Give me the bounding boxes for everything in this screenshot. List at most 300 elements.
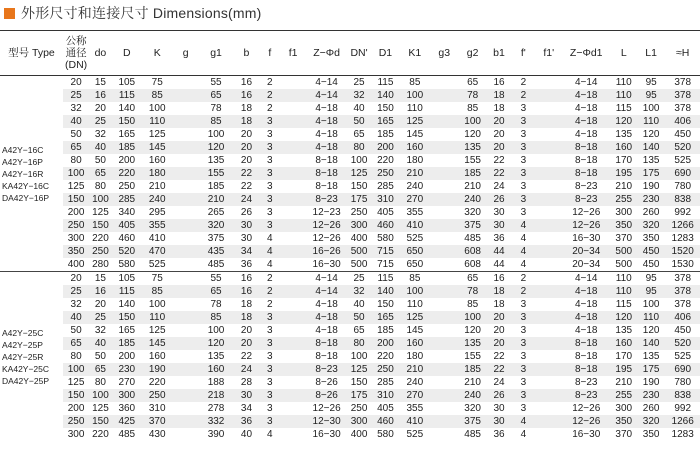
cell-f1: [280, 389, 306, 402]
cell-b: 34: [233, 245, 259, 258]
header-l: L: [611, 31, 637, 76]
cell-g2: 485: [464, 429, 481, 440]
cell-g1: 85: [199, 311, 233, 324]
cell-f-prime: 3: [520, 403, 527, 414]
cell-k: 180: [142, 167, 172, 180]
cell-f1: [280, 128, 306, 141]
cell-l: 300: [615, 207, 633, 218]
cell-b1: 20: [487, 337, 511, 350]
cell-b1: 20: [493, 129, 505, 140]
cell-d: 250: [118, 181, 136, 192]
cell-f1-prime: [536, 167, 562, 180]
cell-dn: 250: [63, 219, 89, 232]
cell-g: [172, 350, 198, 363]
cell-l: 195: [611, 167, 637, 180]
cell-d1: 310: [371, 193, 399, 206]
cell-do: 125: [92, 207, 109, 218]
cell-g3: [430, 376, 458, 389]
cell-b1: 20: [487, 115, 511, 128]
cell-b1: 44: [487, 245, 511, 258]
cell-do: 100: [89, 389, 111, 402]
cell-g3: [430, 272, 458, 286]
cell-b1: 18: [493, 103, 505, 114]
cell-d: 200: [118, 351, 136, 362]
cell-l: 500: [611, 245, 637, 258]
cell-l1: 175: [637, 167, 665, 180]
cell-g: [172, 363, 198, 376]
cell-l1: 350: [642, 429, 660, 440]
table-row: [0, 415, 700, 428]
table-row: [0, 258, 700, 272]
cell-f1: [280, 363, 306, 376]
cell-dn: 25: [63, 89, 89, 102]
cell-f: 2: [260, 89, 280, 102]
cell-z-phi-d: 8−18: [306, 167, 347, 180]
cell-b: 16: [233, 285, 259, 298]
cell-g2: 135: [458, 141, 486, 154]
cell-g: [172, 337, 198, 350]
cell-dn: 25: [63, 285, 89, 298]
cell-d: 150: [112, 311, 142, 324]
cell-f-prime: 3: [520, 377, 527, 388]
cell-l: 170: [615, 351, 633, 362]
cell-f-prime: 3: [511, 141, 535, 154]
cell-f: 4: [267, 233, 273, 244]
cell-do: 20: [94, 103, 106, 114]
cell-l: 110: [611, 272, 637, 286]
cell-g1: 210: [199, 193, 233, 206]
cell-f1-prime: [536, 402, 562, 415]
model-type-label: KA42Y−25C: [2, 363, 50, 374]
table-row: [0, 324, 700, 337]
cell-g1: 390: [207, 429, 225, 440]
header-dn: 公称 通径 (DN): [63, 31, 89, 76]
cell-k: 85: [142, 285, 172, 298]
cell-g: [172, 141, 198, 154]
cell-b: 20: [240, 325, 253, 336]
cell-g1: 78: [210, 103, 222, 114]
table-row: [0, 402, 700, 415]
cell-b: 18: [233, 115, 259, 128]
cell-f: 3: [267, 207, 273, 218]
cell-h: 378: [665, 76, 700, 90]
cell-f1-prime: [536, 285, 562, 298]
cell-h: 525: [674, 351, 692, 362]
table-row: [0, 89, 700, 102]
cell-z-phi-d: 8−23: [306, 193, 347, 206]
cell-k1: 145: [406, 129, 424, 140]
model-type-label: KA42Y−16C: [2, 180, 50, 191]
cell-d1: 185: [377, 129, 394, 140]
cell-z-phi-d: 4−14: [306, 89, 347, 102]
cell-f1: [280, 232, 306, 245]
cell-h: 525: [674, 155, 692, 166]
cell-h: 838: [665, 389, 700, 402]
cell-d: 115: [112, 285, 142, 298]
cell-l1: 175: [637, 363, 665, 376]
cell-g3: [430, 154, 458, 167]
cell-g2: 65: [458, 76, 486, 90]
cell-b1: 36: [493, 429, 505, 440]
cell-f: 2: [260, 272, 280, 286]
cell-g1: 120: [199, 337, 233, 350]
header-f: f: [260, 31, 280, 76]
cell-g: [172, 376, 198, 389]
cell-k: 160: [148, 351, 166, 362]
cell-f-prime: 2: [511, 89, 535, 102]
cell-z-phi-d1: 8−18: [574, 351, 598, 362]
cell-g2: 210: [464, 377, 481, 388]
cell-dn-prime: 125: [347, 363, 371, 376]
cell-k1: 180: [406, 351, 424, 362]
cell-f1-prime: [536, 89, 562, 102]
cell-k: 145: [142, 337, 172, 350]
cell-g2: 240: [458, 193, 486, 206]
cell-dn: 125: [67, 181, 85, 192]
cell-f1: [280, 428, 306, 441]
cell-f-prime: 3: [511, 115, 535, 128]
table-header-row: [0, 31, 700, 76]
cell-f-prime: 3: [520, 325, 527, 336]
cell-b1: 16: [487, 272, 511, 286]
cell-b1: 30: [493, 207, 505, 218]
cell-g2: 120: [464, 129, 481, 140]
cell-b: 20: [233, 141, 259, 154]
cell-f1: [280, 376, 306, 389]
cell-dn-prime: 65: [353, 325, 365, 336]
cell-k1: 85: [400, 272, 430, 286]
cell-d: 360: [118, 403, 136, 414]
cell-k: 210: [148, 181, 166, 192]
cell-d: 105: [112, 76, 142, 90]
cell-g1: 435: [199, 245, 233, 258]
cell-dn-prime: 40: [353, 103, 365, 114]
cell-dn: 50: [70, 129, 82, 140]
cell-l1: 120: [642, 325, 660, 336]
cell-b1: 30: [487, 415, 511, 428]
section-title: [4, 2, 261, 24]
cell-b: 18: [240, 103, 253, 114]
cell-f1-prime: [536, 311, 562, 324]
cell-k: 100: [148, 103, 166, 114]
cell-z-phi-d: 12−30: [306, 415, 347, 428]
cell-f1: [280, 337, 306, 350]
cell-g: [172, 115, 198, 128]
cell-l1: 260: [642, 403, 660, 414]
cell-l1: 135: [642, 155, 660, 166]
cell-d1: 285: [377, 377, 394, 388]
cell-dn: 400: [67, 259, 85, 270]
cell-f: 3: [267, 403, 273, 414]
cell-g3: [430, 311, 458, 324]
table-row: [0, 219, 700, 232]
cell-g2: 375: [458, 219, 486, 232]
cell-k: 220: [148, 377, 166, 388]
cell-dn: 80: [70, 155, 82, 166]
table-row: [0, 128, 700, 141]
cell-z-phi-d1: 12−26: [562, 219, 611, 232]
cell-f1: [280, 298, 306, 311]
table-row: [0, 272, 700, 286]
header-g2: g2: [458, 31, 486, 76]
table-row: [0, 245, 700, 258]
cell-d: 340: [118, 207, 136, 218]
cell-l: 210: [615, 181, 633, 192]
cell-k: 355: [142, 219, 172, 232]
cell-l1: 350: [642, 233, 660, 244]
cell-f-prime: 3: [520, 155, 527, 166]
cell-g2: 185: [458, 167, 486, 180]
cell-f1-prime: [536, 219, 562, 232]
cell-dn-prime: 100: [350, 155, 368, 166]
cell-dn: 32: [70, 299, 82, 310]
cell-d1: 250: [371, 363, 399, 376]
cell-l: 370: [615, 429, 633, 440]
cell-dn: 125: [67, 377, 85, 388]
table-row: [0, 389, 700, 402]
cell-g1: 55: [199, 76, 233, 90]
cell-z-phi-d: 8−18: [306, 337, 347, 350]
cell-l1: 110: [637, 311, 665, 324]
cell-g3: [430, 89, 458, 102]
cell-k1: 270: [400, 389, 430, 402]
cell-f-prime: 4: [511, 245, 535, 258]
table-row: [0, 298, 700, 311]
cell-f1: [280, 167, 306, 180]
cell-g2: 608: [464, 259, 481, 270]
cell-z-phi-d1: 12−26: [572, 403, 601, 414]
cell-g1: 155: [199, 167, 233, 180]
cell-b1: 22: [493, 351, 505, 362]
cell-f1-prime: [536, 428, 562, 441]
cell-k: 470: [142, 245, 172, 258]
cell-g1: 65: [199, 285, 233, 298]
cell-g3: [430, 324, 458, 337]
cell-b: 26: [240, 207, 253, 218]
cell-g: [172, 193, 198, 206]
header-d1: D1: [371, 31, 399, 76]
cell-l: 370: [615, 233, 633, 244]
cell-g3: [430, 115, 458, 128]
cell-k1: 525: [406, 429, 424, 440]
cell-dn-prime: 100: [350, 351, 368, 362]
cell-f1-prime: [536, 206, 562, 219]
cell-g1: 160: [199, 363, 233, 376]
table-row: [0, 337, 700, 350]
cell-l: 255: [611, 389, 637, 402]
cell-f: 3: [260, 415, 280, 428]
cell-h: 780: [674, 377, 692, 388]
cell-dn-prime: 65: [353, 129, 365, 140]
cell-f1-prime: [536, 272, 562, 286]
cell-l1: 140: [637, 141, 665, 154]
cell-z-phi-d1: 8−18: [562, 141, 611, 154]
cell-l1: 320: [637, 415, 665, 428]
cell-g3: [430, 76, 458, 90]
cell-k: 250: [142, 389, 172, 402]
cell-b1: 44: [493, 259, 505, 270]
cell-g2: 320: [464, 207, 481, 218]
cell-z-phi-d1: 8−18: [574, 155, 598, 166]
cell-f: 3: [260, 363, 280, 376]
cell-g: [172, 128, 198, 141]
cell-g3: [430, 298, 458, 311]
cell-h: 378: [674, 299, 692, 310]
cell-z-phi-d: 12−23: [312, 207, 341, 218]
header-k1: K1: [400, 31, 430, 76]
cell-dn-prime: 125: [347, 167, 371, 180]
cell-g: [172, 232, 198, 245]
cell-d1: 220: [377, 351, 394, 362]
dimensions-table: [0, 30, 700, 441]
cell-dn-prime: 50: [347, 115, 371, 128]
cell-l: 135: [615, 325, 633, 336]
cell-g1: 100: [207, 129, 225, 140]
cell-g2: 85: [467, 103, 479, 114]
cell-dn: 250: [63, 415, 89, 428]
cell-g: [172, 285, 198, 298]
cell-g1: 55: [199, 272, 233, 286]
cell-z-phi-d: 4−18: [306, 311, 347, 324]
cell-k1: 125: [400, 311, 430, 324]
cell-k: 430: [148, 429, 166, 440]
header-b1: b1: [487, 31, 511, 76]
cell-k: 110: [142, 311, 172, 324]
cell-b1: 20: [487, 141, 511, 154]
cell-dn-prime: 150: [350, 377, 368, 388]
cell-g: [172, 245, 198, 258]
model-type-label: A42Y−16P: [2, 156, 43, 167]
cell-do: 20: [94, 299, 106, 310]
cell-f1: [280, 89, 306, 102]
cell-g2: 210: [464, 181, 481, 192]
cell-d: 150: [112, 115, 142, 128]
table-row: [0, 115, 700, 128]
cell-h: 450: [674, 129, 692, 140]
cell-l: 350: [611, 219, 637, 232]
table-row: [0, 311, 700, 324]
header-dn-prime: DN': [347, 31, 371, 76]
cell-k1: 160: [400, 337, 430, 350]
cell-l1: 110: [637, 115, 665, 128]
cell-g3: [430, 402, 458, 415]
cell-f1-prime: [536, 245, 562, 258]
cell-g1: 320: [199, 219, 233, 232]
cell-z-phi-d: 12−26: [312, 233, 341, 244]
cell-f: 3: [267, 129, 273, 140]
cell-g: [172, 415, 198, 428]
cell-h: 838: [665, 193, 700, 206]
cell-k1: 355: [406, 207, 424, 218]
cell-k: 110: [142, 115, 172, 128]
cell-g1: 332: [199, 415, 233, 428]
cell-d1: 405: [377, 403, 394, 414]
cell-b1: 26: [487, 193, 511, 206]
cell-k: 240: [142, 193, 172, 206]
cell-do: 150: [89, 415, 111, 428]
cell-d1: 200: [371, 141, 399, 154]
cell-f-prime: 4: [520, 259, 527, 270]
cell-l1: 95: [637, 272, 665, 286]
cell-z-phi-d: 8−26: [306, 389, 347, 402]
cell-g2: 120: [464, 325, 481, 336]
cell-h: 1530: [671, 259, 694, 270]
cell-z-phi-d: 4−14: [306, 76, 347, 90]
cell-f1-prime: [536, 258, 562, 272]
cell-f1-prime: [536, 115, 562, 128]
cell-h: 378: [665, 285, 700, 298]
cell-f1: [280, 219, 306, 232]
cell-k: 295: [148, 207, 166, 218]
cell-dn: 65: [63, 141, 89, 154]
cell-k: 190: [142, 363, 172, 376]
header-k: K: [142, 31, 172, 76]
cell-k1: 355: [406, 403, 424, 414]
cell-dn-prime: 80: [347, 337, 371, 350]
cell-f-prime: 3: [511, 167, 535, 180]
cell-k1: 240: [406, 181, 424, 192]
header-g1: g1: [199, 31, 233, 76]
cell-dn: 200: [67, 403, 85, 414]
cell-b1: 18: [487, 89, 511, 102]
cell-g3: [430, 180, 458, 193]
cell-f1: [280, 272, 306, 286]
cell-d1: 165: [371, 311, 399, 324]
cell-b: 36: [240, 259, 253, 270]
cell-g2: 375: [458, 415, 486, 428]
cell-do: 32: [94, 325, 106, 336]
cell-f1-prime: [536, 363, 562, 376]
cell-d: 200: [118, 155, 136, 166]
cell-k: 125: [148, 325, 166, 336]
header-type: 型号 Type: [0, 31, 63, 76]
cell-b: 18: [233, 311, 259, 324]
cell-f-prime: 3: [520, 129, 527, 140]
cell-f-prime: 4: [520, 429, 527, 440]
cell-g: [172, 167, 198, 180]
cell-z-phi-d1: 16−30: [572, 429, 601, 440]
cell-dn-prime: 32: [347, 89, 371, 102]
cell-g: [172, 428, 198, 441]
cell-dn-prime: 50: [347, 311, 371, 324]
cell-z-phi-d1: 4−18: [574, 325, 598, 336]
model-type-label: A42Y−25R: [2, 351, 44, 362]
table-row: [0, 141, 700, 154]
cell-k1: 85: [400, 76, 430, 90]
cell-dn: 50: [70, 325, 82, 336]
cell-z-phi-d1: 12−26: [572, 207, 601, 218]
cell-g2: 100: [458, 311, 486, 324]
cell-f1-prime: [536, 141, 562, 154]
cell-h: 520: [665, 337, 700, 350]
cell-g2: 155: [464, 351, 481, 362]
model-type-label: DA42Y−25P: [2, 375, 50, 386]
cell-b: 34: [240, 403, 253, 414]
cell-z-phi-d1: 8−23: [574, 377, 598, 388]
cell-g: [172, 311, 198, 324]
cell-g2: 240: [458, 389, 486, 402]
cell-do: 40: [89, 141, 111, 154]
cell-g3: [430, 232, 458, 245]
cell-z-phi-d: 8−18: [315, 155, 338, 166]
cell-b1: 26: [487, 389, 511, 402]
cell-z-phi-d1: 8−23: [562, 193, 611, 206]
cell-z-phi-d1: 8−18: [562, 337, 611, 350]
cell-d: 115: [112, 89, 142, 102]
header-l1: L1: [637, 31, 665, 76]
header-do: do: [89, 31, 111, 76]
header-g: g: [172, 31, 198, 76]
